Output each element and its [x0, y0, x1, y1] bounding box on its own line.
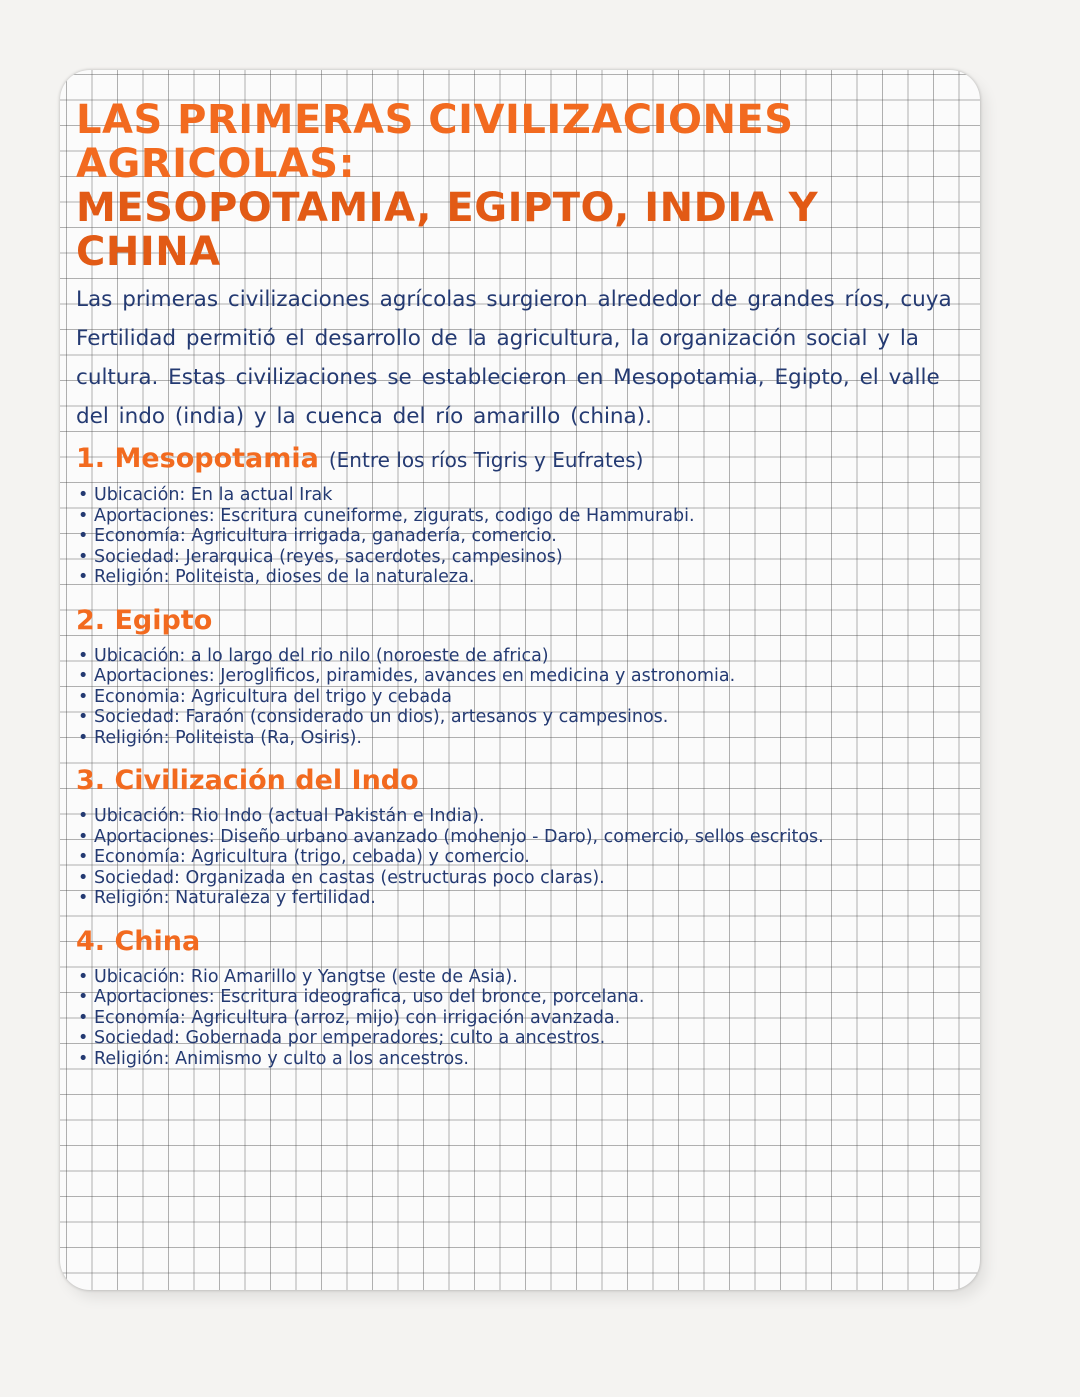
section-heading-mesopotamia [76, 442, 966, 477]
list-item: • Religión: Politeista, dioses de la naturaleza. [76, 567, 966, 588]
title-line-2: MESOPOTAMIA, EGIPTO, INDIA Y CHINA [76, 185, 819, 275]
list-item: • Religión: Politeista (Ra, Osiris). [76, 728, 966, 749]
fact-list-mesopotamia [76, 485, 966, 588]
list-item: • Religión: Animismo y culto a los ancestros. [76, 1049, 966, 1070]
list-item: • Economía: Agricultura (trigo, cebada) y comercio. [76, 847, 966, 868]
list-item: • Aportaciones: Diseño urbano avanzado (mohenjo - Daro), comercio, sellos escritos. [76, 827, 966, 848]
list-item: • Aportaciones: Jeroglificos, piramides, avances en medicina y astronomia. [76, 666, 966, 687]
title-line-1: LAS PRIMERAS CIVILIZACIONES AGRICOLAS: [76, 97, 794, 187]
section-title: 1. Mesopotamia [76, 443, 319, 474]
list-item: • Ubicación: Rio Amarillo y Yangtse (este de Asia). [76, 967, 966, 988]
section-note: (Entre los ríos Tigris y Eufrates) [328, 448, 644, 472]
list-item: • Ubicación: a lo largo del rio nilo (noroeste de africa) [76, 646, 966, 667]
list-item: • Ubicación: Rio Indo (actual Pakistán e India). [76, 806, 966, 827]
list-item: • Aportaciones: Escritura cuneiforme, zigurats, codigo de Hammurabi. [76, 506, 966, 527]
fact-list-china [76, 967, 966, 1070]
list-item: • Sociedad: Gobernada por emperadores; culto a ancestros. [76, 1028, 966, 1049]
section-heading-indo [76, 764, 966, 798]
list-item: • Ubicación: En la actual Irak [76, 485, 966, 506]
list-item: • Economia: Agricultura del trigo y cebada [76, 687, 966, 708]
section-title: 2. Egipto [76, 604, 213, 636]
list-item: • Religión: Naturaleza y fertilidad. [76, 888, 966, 909]
list-item: • Aportaciones: Escritura ideografica, uso del bronce, porcelana. [76, 987, 966, 1008]
list-item: • Sociedad: Jerarquica (reyes, sacerdotes, campesinos) [76, 547, 966, 568]
notebook-page [60, 70, 980, 1290]
page-title [76, 98, 966, 274]
section-title: 4. China [76, 925, 201, 957]
list-item: • Economía: Agricultura irrigada, ganadería, comercio. [76, 526, 966, 547]
list-item: • Sociedad: Faraón (considerado un dios), artesanos y campesinos. [76, 707, 966, 728]
page-content [76, 98, 966, 1069]
fact-list-egipto [76, 646, 966, 749]
section-title: 3. Civilización del Indo [76, 765, 419, 796]
list-item: • Economía: Agricultura (arroz, mijo) con irrigación avanzada. [76, 1008, 966, 1029]
intro-paragraph: Las primeras civilizaciones agrícolas surgieron alrededor de grandes ríos, cuya Fertilidad permitió el desarrollo de la agricultura, la organización social y la cultura. Estas civilizaciones se establecieron en Mesopotamia, Egipto, el valle del indo (india) y la cuenca del río amarillo (china). [76, 287, 952, 429]
list-item: • Sociedad: Organizada en castas (estructuras poco claras). [76, 868, 966, 889]
section-heading-china [76, 925, 966, 959]
fact-list-indo [76, 806, 966, 909]
section-heading-egipto [76, 604, 966, 638]
